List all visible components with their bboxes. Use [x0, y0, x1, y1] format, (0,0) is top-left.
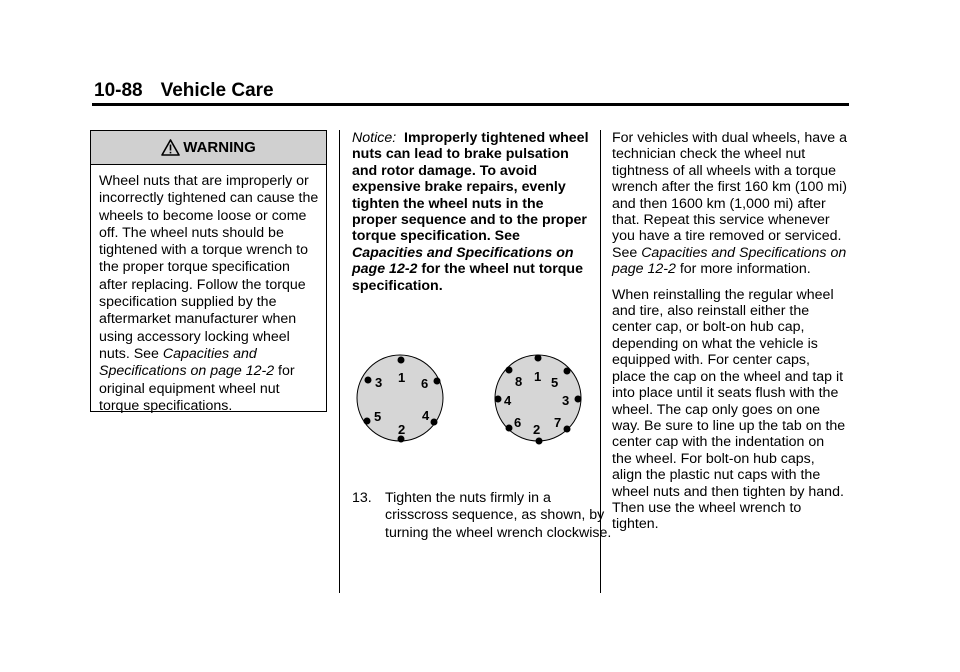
lug-label-1: 1 [534, 369, 542, 384]
lug-label-2: 2 [398, 422, 406, 437]
lug-label-5: 5 [551, 375, 559, 390]
eight-lug-sequence-diagram [490, 350, 586, 446]
lug-label-2: 2 [533, 422, 541, 437]
warning-box [90, 130, 327, 412]
dual-wheels-reference[interactable]: Capacities and Specifications on page 12-2 [612, 244, 847, 278]
warning-reference[interactable]: Capacities and Specifications on page 12-2 [99, 345, 275, 380]
six-lug-sequence-diagram [352, 350, 448, 446]
header-rule [92, 103, 849, 106]
warning-title: WARNING [183, 139, 256, 156]
notice-reference[interactable]: Capacities and Specifications on page 12-2 [352, 244, 574, 278]
step-text: Tighten the nuts firmly in a crisscross sequence, as shown, by turning the wheel wrench clockwise. [385, 490, 612, 541]
page-header [94, 80, 274, 102]
section-title: Vehicle Care [160, 80, 274, 101]
step-number: 13. [352, 490, 372, 506]
lug-label-6: 6 [421, 376, 429, 391]
lug-label-6: 6 [514, 415, 522, 430]
lug-label-3: 3 [375, 375, 383, 390]
right-column [612, 130, 847, 542]
lug-label-7: 7 [554, 415, 562, 430]
page-number: 10-88 [94, 80, 143, 101]
warning-header [91, 131, 326, 165]
warning-triangle-icon [161, 139, 180, 156]
warning-text: Wheel nuts that are improperly or incorrectly tightened can cause the wheels to become loose or come off. The wheel nuts should be tightened with a torque wrench to the proper torque specification after replacing. Follow the torque specification supplied by the aftermarket manufacturer when using accessory locking wheel nuts. See Capacities and Specifications on page 12-2 for original equipment wheel nut torque specifications. [99, 173, 319, 414]
notice-label: Notice: [352, 130, 397, 146]
column-divider-1 [339, 130, 340, 593]
lug-label-1: 1 [398, 370, 406, 385]
notice-paragraph: Notice: Improperly tightened wheel nuts can lead to brake pulsation and rotor damage. To avoid expensive brake repairs, evenly tighten the wheel nuts in the proper sequence and to the proper torque specification. See Capacities and Specifications on page 12-2 for the wheel nut torque specification. [352, 130, 589, 294]
lug-label-5: 5 [374, 409, 382, 424]
lug-label-4: 4 [504, 393, 512, 408]
reinstall-paragraph: When reinstalling the regular wheel and tire, also reinstall either the center cap, or bolt-on hub cap, depending on what the vehicle is equipped with. For center caps, place the cap on the wheel and tap it into place until it seats flush with the wheel. The cap only goes on one way. Be sure to line up the tab on the center cap with the indentation on the wheel. For bolt-on hub caps, align the plastic nut caps with the wheel nuts and then tighten by hand. Then use the wheel wrench to tighten. [612, 286, 846, 533]
lug-label-3: 3 [562, 393, 570, 408]
lug-label-4: 4 [422, 408, 430, 423]
lug-label-8: 8 [515, 374, 523, 389]
dual-wheels-paragraph: For vehicles with dual wheels, have a technician check the wheel nut tightness of all wheels with a torque wrench after the first 160 km (100 mi) and then 1600 km (1,000 mi) after that. Repeat this service whenever you have a tire removed or serviced. See Capacities and Specifications on page 12-2 for more information. [612, 130, 848, 278]
